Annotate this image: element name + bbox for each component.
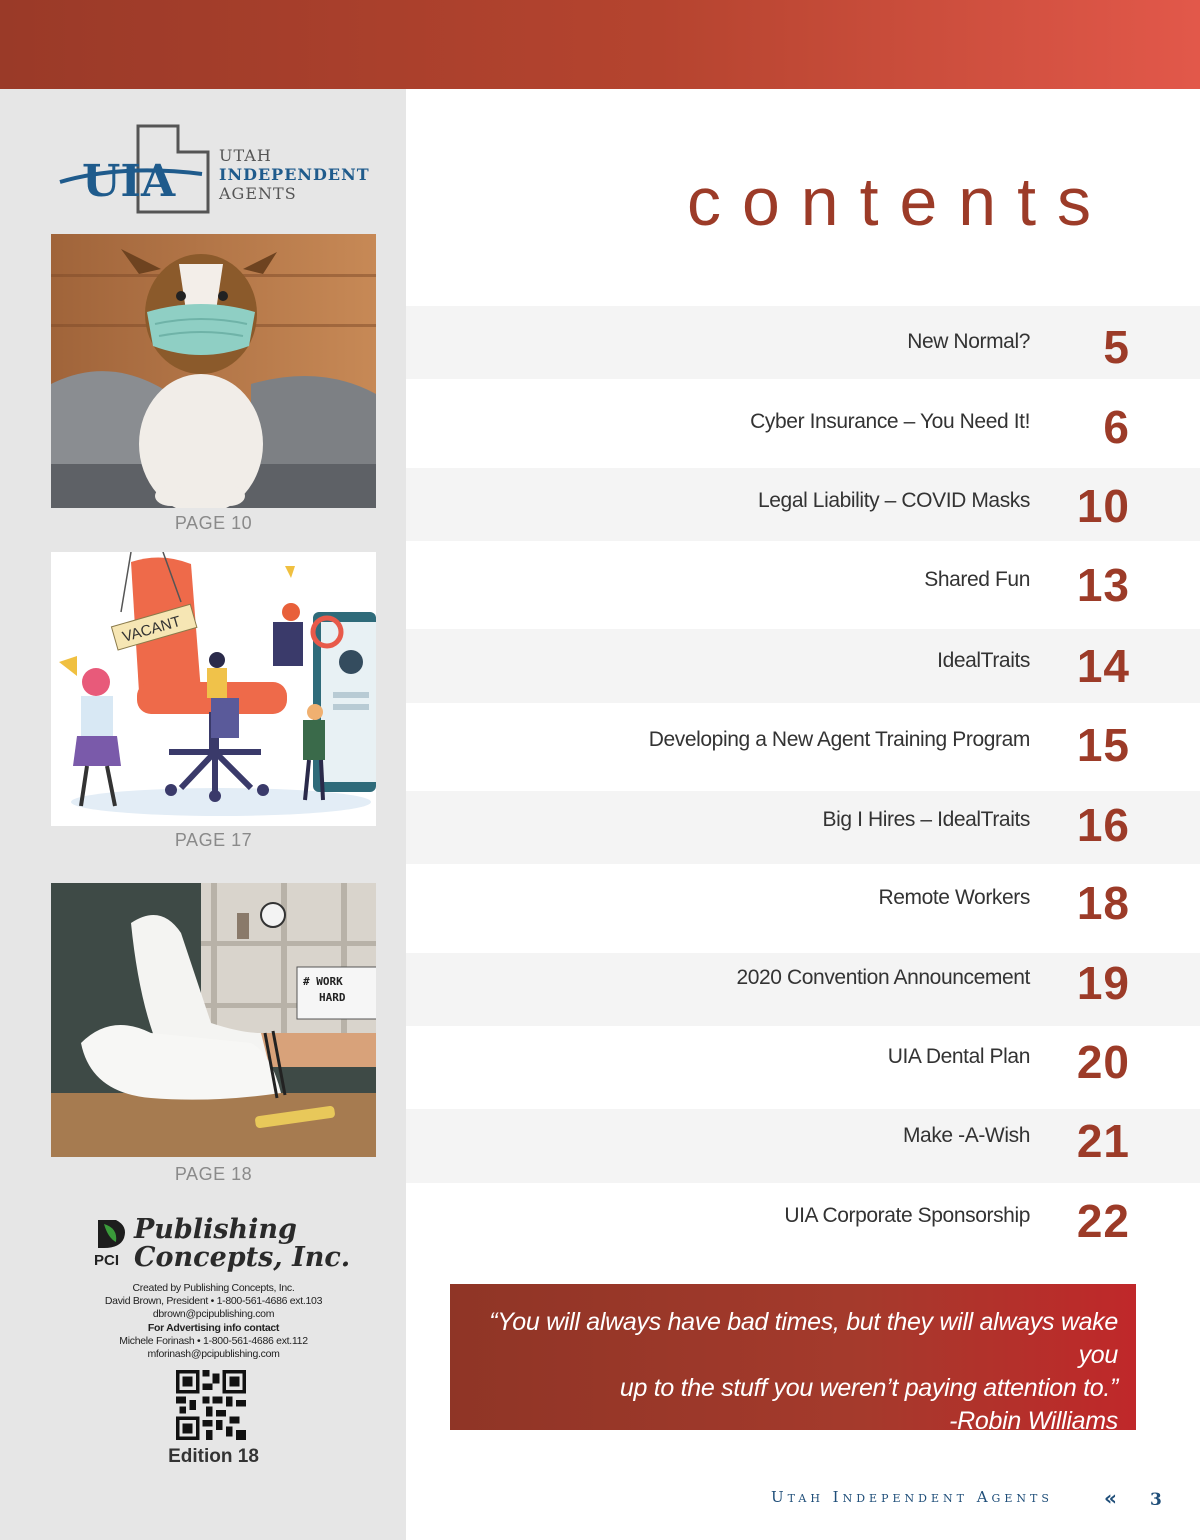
publisher-credits bbox=[51, 1282, 376, 1361]
publisher-name-line2: Concepts, Inc. bbox=[134, 1242, 351, 1273]
photo-caption: PAGE 10 bbox=[174, 513, 253, 533]
photo-dog-in-mask bbox=[51, 234, 376, 508]
quote-line: “You will always have bad times, but they will always wake you bbox=[489, 1308, 1118, 1369]
svg-text:VACANT: VACANT bbox=[120, 613, 183, 646]
toc-item-title[interactable]: Remote Workers bbox=[878, 886, 1030, 909]
toc-item-page[interactable]: 10 bbox=[1076, 480, 1130, 532]
credit-email[interactable]: dbrown@pcipublishing.com bbox=[152, 1308, 275, 1321]
toc-item-page[interactable]: 19 bbox=[1076, 957, 1130, 1009]
photo-feet-on-desk bbox=[51, 883, 376, 1157]
qr-code-icon[interactable] bbox=[176, 1370, 246, 1440]
toc-item-title[interactable]: Developing a New Agent Training Program bbox=[648, 728, 1030, 751]
photo-caption: PAGE 18 bbox=[174, 1164, 253, 1184]
svg-text:UIA: UIA bbox=[82, 156, 176, 207]
toc-item-title[interactable]: 2020 Convention Announcement bbox=[736, 966, 1030, 989]
toc-item-page[interactable]: 5 bbox=[1103, 321, 1130, 373]
dog-photo-icon bbox=[51, 234, 376, 508]
toc-item-title[interactable]: Big I Hires – IdealTraits bbox=[822, 808, 1030, 831]
toc-item-page[interactable]: 20 bbox=[1076, 1036, 1130, 1088]
toc-row[interactable] bbox=[406, 703, 1200, 791]
footer-publication-title: Utah Independent Agents bbox=[771, 1488, 1053, 1506]
credit-line: Michele Forinash • 1-800-561-4686 ext.112 bbox=[119, 1334, 308, 1347]
previous-page-arrow-icon[interactable]: « bbox=[1104, 1486, 1117, 1510]
toc-row[interactable] bbox=[406, 1183, 1200, 1265]
toc-row[interactable] bbox=[406, 306, 1200, 379]
logo-wordmark bbox=[219, 146, 370, 203]
toc-item-page[interactable]: 13 bbox=[1076, 559, 1130, 611]
toc-item-title[interactable]: Make -A-Wish bbox=[902, 1124, 1030, 1147]
toc-item-page[interactable]: 21 bbox=[1076, 1115, 1130, 1167]
photo-caption: PAGE 17 bbox=[174, 830, 253, 850]
toc-row[interactable] bbox=[406, 1026, 1200, 1109]
credit-line: David Brown, President • 1-800-561-4686 ext.103 bbox=[104, 1295, 323, 1308]
toc-item-title[interactable]: Shared Fun bbox=[924, 568, 1030, 591]
feet-on-desk-photo-icon bbox=[51, 883, 376, 1157]
toc-item-page[interactable]: 22 bbox=[1076, 1195, 1130, 1247]
page-title: contents bbox=[686, 164, 1112, 240]
pci-abbreviation: PCI bbox=[94, 1252, 120, 1269]
toc-row[interactable] bbox=[406, 864, 1200, 953]
toc-item-title[interactable]: IdealTraits bbox=[937, 649, 1030, 672]
table-of-contents bbox=[406, 306, 1200, 1265]
toc-row[interactable] bbox=[406, 953, 1200, 1026]
toc-item-page[interactable]: 18 bbox=[1076, 877, 1130, 929]
pci-leaf-icon bbox=[94, 1218, 130, 1252]
vacant-chair-illustration-icon bbox=[51, 552, 376, 826]
toc-row[interactable] bbox=[406, 468, 1200, 541]
toc-row[interactable] bbox=[406, 791, 1200, 864]
logo-line-agents: AGENTS bbox=[219, 184, 297, 203]
quote-box bbox=[450, 1284, 1136, 1435]
page-number: 3 bbox=[1150, 1490, 1162, 1510]
edition-label: Edition 18 bbox=[168, 1446, 259, 1467]
toc-item-title[interactable]: UIA Dental Plan bbox=[887, 1045, 1030, 1068]
toc-row[interactable] bbox=[406, 629, 1200, 703]
photo-vacant-chair bbox=[51, 552, 376, 826]
toc-item-page[interactable]: 6 bbox=[1103, 401, 1130, 453]
publisher-name-line1: Publishing bbox=[134, 1214, 297, 1245]
toc-item-title[interactable]: Legal Liability – COVID Masks bbox=[757, 489, 1030, 512]
credit-email[interactable]: mforinash@pcipublishing.com bbox=[147, 1348, 280, 1361]
svg-text:# WORK: # WORK bbox=[303, 975, 343, 988]
toc-item-page[interactable]: 14 bbox=[1076, 640, 1130, 692]
svg-text:HARD: HARD bbox=[319, 991, 346, 1004]
toc-item-title[interactable]: Cyber Insurance – You Need It! bbox=[750, 410, 1030, 433]
toc-item-title[interactable]: New Normal? bbox=[907, 330, 1030, 353]
toc-row[interactable] bbox=[406, 1109, 1200, 1183]
pci-logo bbox=[94, 1214, 351, 1276]
toc-item-page[interactable]: 16 bbox=[1076, 799, 1130, 851]
uia-logo bbox=[52, 116, 376, 224]
credit-heading: For Advertising info contact bbox=[147, 1321, 280, 1334]
logo-line-utah: UTAH bbox=[219, 146, 272, 165]
toc-item-page[interactable]: 15 bbox=[1076, 719, 1130, 771]
top-color-band bbox=[0, 0, 1200, 89]
quote-line: up to the stuff you weren’t paying attention to.” bbox=[619, 1374, 1118, 1402]
toc-row[interactable] bbox=[406, 541, 1200, 629]
quote-attribution: -Robin Williams bbox=[949, 1407, 1118, 1435]
logo-line-independent: INDEPENDENT bbox=[219, 165, 370, 184]
toc-item-title[interactable]: UIA Corporate Sponsorship bbox=[784, 1204, 1030, 1227]
toc-row[interactable] bbox=[406, 379, 1200, 468]
publisher-name bbox=[134, 1216, 350, 1272]
credit-line: Created by Publishing Concepts, Inc. bbox=[132, 1282, 295, 1294]
